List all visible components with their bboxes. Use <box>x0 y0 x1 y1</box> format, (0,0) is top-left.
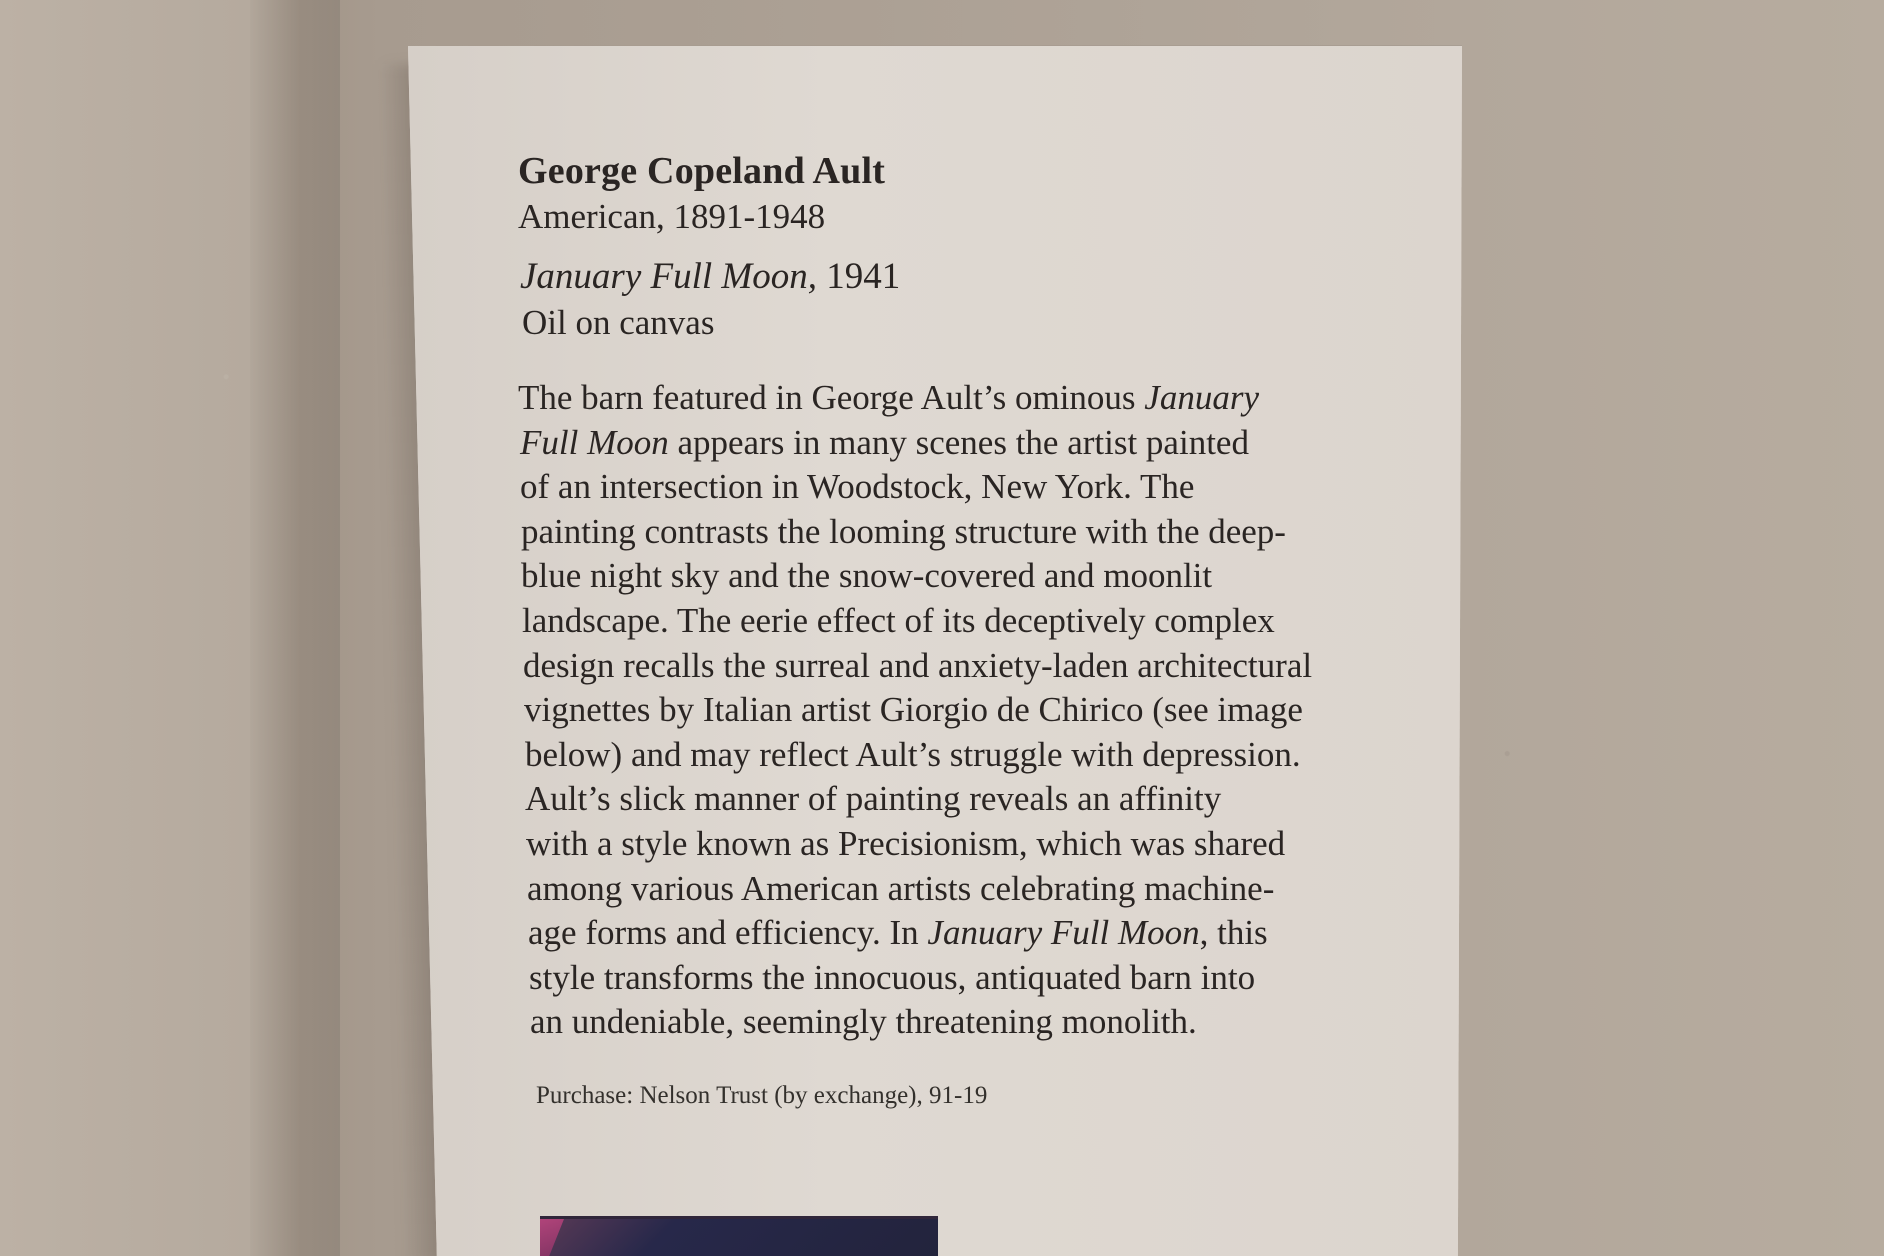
description-text: blue night sky and the snow-covered and moonlit <box>521 556 1213 596</box>
description-text: age forms and efficiency. In <box>528 913 928 953</box>
artwork-year: 1941 <box>826 256 901 297</box>
label-text-block <box>518 148 1398 1136</box>
description-text: of an intersection in Woodstock, New York. The <box>520 467 1195 507</box>
description-text: landscape. The eerie effect of its deceptively complex <box>522 600 1275 640</box>
description-text: an undeniable, seemingly threatening monolith. <box>530 1002 1197 1042</box>
italic-title-ref: Full Moon <box>520 422 669 462</box>
description-line <box>518 376 1398 421</box>
description-line <box>520 421 1398 466</box>
description-text: design recalls the surreal and anxiety-laden architectural <box>523 645 1313 685</box>
reference-image-thumbnail <box>540 1216 938 1256</box>
wall-corner-shadow <box>250 0 340 1256</box>
description-text: painting contrasts the looming structure with the deep- <box>521 511 1286 551</box>
description-line <box>527 867 1398 912</box>
artist-name: George Copeland Ault <box>518 150 886 192</box>
description-text: Ault’s slick manner of painting reveals an affinity <box>525 779 1222 819</box>
description-line <box>530 1000 1398 1045</box>
description-text: , this <box>1199 913 1268 953</box>
description-line <box>528 911 1398 956</box>
label-description <box>518 376 1398 1045</box>
description-line <box>523 644 1398 689</box>
description-text: style transforms the innocuous, antiquated barn into <box>529 957 1256 997</box>
italic-title-ref: January Full Moon <box>927 913 1200 953</box>
description-line <box>526 822 1398 867</box>
description-text: vignettes by Italian artist Giorgio de Chirico (see image <box>524 690 1303 730</box>
description-line <box>520 465 1398 510</box>
artwork-title-line <box>520 254 1398 300</box>
description-text: appears in many scenes the artist painted <box>668 422 1249 462</box>
artwork-title: January Full Moon, <box>520 256 817 297</box>
credit-line: Purchase: Nelson Trust (by exchange), 91-19 <box>536 1081 988 1109</box>
thumbnail-accent <box>540 1219 564 1256</box>
description-line <box>525 733 1398 778</box>
italic-title-ref: January <box>1144 378 1259 417</box>
description-text: below) and may reflect Ault’s struggle with depression. <box>525 734 1301 774</box>
description-text: among various American artists celebrating machine- <box>527 868 1275 908</box>
description-line <box>529 956 1398 1001</box>
description-line <box>522 599 1398 644</box>
description-line <box>525 777 1398 822</box>
description-text: The barn featured in George Ault’s ominous <box>518 378 1145 417</box>
description-line <box>521 554 1398 599</box>
artist-nationality-dates: American, 1891-1948 <box>518 197 826 236</box>
description-line <box>521 510 1398 555</box>
artwork-medium: Oil on canvas <box>522 303 715 342</box>
description-line <box>524 688 1398 733</box>
description-text: with a style known as Precisionism, which was shared <box>526 823 1286 863</box>
